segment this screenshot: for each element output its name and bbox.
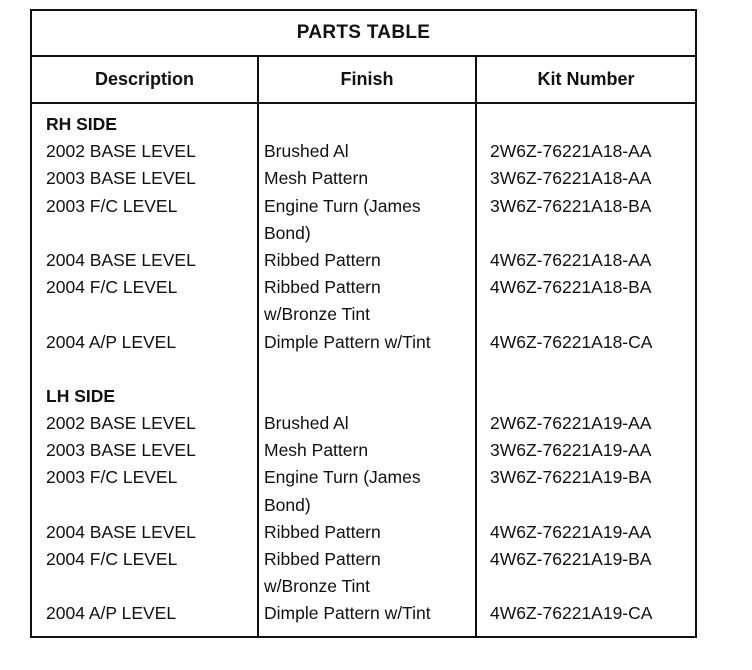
row-finish: Brushed Al [264,141,349,162]
row-kit-number: 2W6Z-76221A19-AA [490,413,652,434]
row-description: 2004 BASE LEVEL [46,521,196,542]
row-kit-number: 3W6Z-76221A19-BA [490,467,652,488]
row-finish: Brushed Al [264,413,349,434]
row-finish: Bond) [264,222,311,243]
row-finish: w/Bronze Tint [264,304,371,325]
row-finish: Ribbed Pattern [264,521,381,542]
row-kit-number: 3W6Z-76221A19-AA [490,440,652,461]
header-finish: Finish [259,57,477,102]
header-description: Description [32,57,259,102]
finish-column [259,104,477,638]
row-finish: Bond) [264,494,311,515]
row-description: 2003 BASE LEVEL [46,168,196,189]
row-finish: Mesh Pattern [264,440,369,461]
row-finish: Dimple Pattern w/Tint [264,603,431,624]
table-title: PARTS TABLE [32,11,695,57]
row-spacer [490,111,695,138]
kit-number-column [477,104,695,638]
row-description: 2003 BASE LEVEL [46,440,196,461]
row-spacer [46,356,257,383]
row-description: 2002 BASE LEVEL [46,141,196,162]
row-description: 2004 F/C LEVEL [46,277,178,298]
row-kit-number: 4W6Z-76221A19-CA [490,603,653,624]
row-description: 2004 A/P LEVEL [46,603,177,624]
row-description: 2003 F/C LEVEL [46,195,178,216]
header-row [32,57,695,104]
row-finish: Mesh Pattern [264,168,369,189]
row-finish: Dimple Pattern w/Tint [264,331,431,352]
row-kit-number: 3W6Z-76221A18-AA [490,168,652,189]
row-spacer [490,220,695,247]
row-spacer [46,301,257,328]
row-spacer [46,492,257,519]
row-spacer [490,383,695,410]
row-finish: Ribbed Pattern [264,277,381,298]
row-kit-number: 4W6Z-76221A18-AA [490,249,652,270]
row-finish: Engine Turn (James [264,467,421,488]
row-spacer [490,356,695,383]
row-description: 2004 F/C LEVEL [46,549,178,569]
row-spacer [264,111,475,138]
table-body [32,104,695,638]
row-finish: Ribbed Pattern [264,249,381,270]
description-column [32,104,259,638]
row-description: 2002 BASE LEVEL [46,413,196,434]
row-kit-number: 4W6Z-76221A18-BA [490,277,652,298]
row-finish: w/Bronze Tint [264,576,371,597]
row-spacer [46,573,257,600]
row-finish: Ribbed Pattern [264,549,381,569]
header-kit-number: Kit Number [537,69,635,89]
row-description: 2004 A/P LEVEL [46,331,177,352]
row-spacer [46,220,257,247]
section-title-lh: LH SIDE [46,385,116,406]
row-spacer [264,383,475,410]
row-description: 2003 F/C LEVEL [46,467,178,488]
row-spacer [490,301,695,328]
row-spacer [490,573,695,600]
row-kit-number: 3W6Z-76221A18-BA [490,195,652,216]
row-kit-number: 4W6Z-76221A19-BA [490,549,652,569]
row-spacer [490,492,695,519]
row-finish: Engine Turn (James [264,195,421,216]
section-title-rh: RH SIDE [46,114,117,134]
row-description: 2004 BASE LEVEL [46,249,196,270]
row-kit-number: 2W6Z-76221A18-AA [490,141,652,162]
row-kit-number: 4W6Z-76221A18-CA [490,331,653,352]
row-spacer [264,356,475,383]
row-kit-number: 4W6Z-76221A19-AA [490,521,652,542]
parts-table [30,9,697,638]
